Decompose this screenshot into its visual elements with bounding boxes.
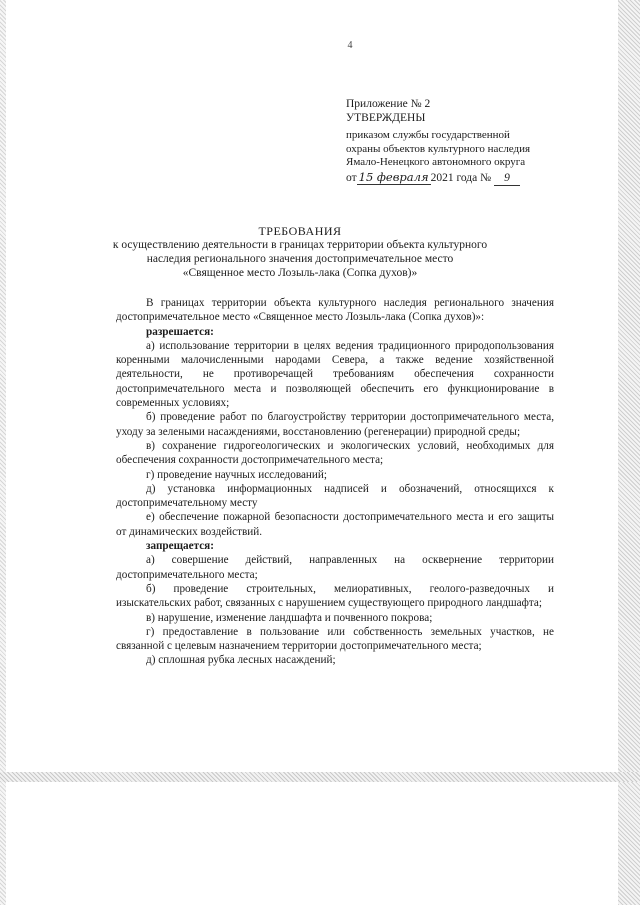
title-line: наследия регионального значения достопримечательное место (146, 253, 454, 265)
date-prefix: от (346, 171, 357, 184)
allowed-item: в) сохранение гидрогеологических и экологических условий, необходимых для обеспечения сохранности достопримечательного места; (116, 439, 554, 467)
allowed-item: б) проведение работ по благоустройству территории достопримечательного места, уходу за зелеными насаждениями, восстановлению (регенерации) природной среды; (116, 411, 554, 438)
allowed-item: а) использование территории в целях ведения традиционного природопользования коренными малочисленными народами Севера, а также ведение хозяйственной деятельности, не противоречащей требованиям обеспечения сохранности достопримечательного места и позволяющей обеспечить его функционирование в современных условиях; (116, 339, 554, 410)
order-date-line (346, 170, 566, 186)
title-line: к осуществлению деятельности в границах территории объекта культурного (112, 239, 488, 251)
allowed-item: д) установка информационных надписей и обозначений, относящихся к достопримечательному месту (116, 482, 554, 510)
title-line: «Священное место Лозыль-лака (Сопка духов)» (182, 267, 418, 279)
handwritten-number: 9 (494, 171, 520, 186)
forbidden-item: д) сплошная рубка лесных насаждений; (146, 654, 336, 667)
appendix-label: Приложение № 2 (346, 98, 431, 110)
document-body (116, 296, 554, 668)
handwritten-date: 15 февраля (358, 169, 429, 184)
date-suffix: 2021 года № (430, 171, 492, 184)
title-heading: ТРЕБОВАНИЯ (258, 224, 342, 238)
intro-paragraph: В границах территории объекта культурного наследия регионального значения достопримечательное место «Священное место Лозыль-лака (Сопка духов)»: (116, 297, 554, 324)
forbidden-item: б) проведение строительных, мелиоративных, геолого-разведочных и изыскательских работ, связанных с нарушением существующего природного ландшафта; (116, 582, 554, 610)
page-number: 4 (347, 40, 353, 51)
scan-border-left (0, 0, 6, 905)
order-line: охраны объектов культурного наследия (346, 142, 531, 155)
allowed-heading: разрешается: (146, 325, 214, 338)
forbidden-item: г) предоставление в пользование или собственность земельных участков, не связанной с целевым назначением территории достопримечательного места; (116, 625, 554, 653)
order-line: приказом службы государственной (346, 129, 510, 141)
order-line: Ямало-Ненецкого автономного округа (346, 156, 526, 168)
approval-block (346, 97, 566, 186)
forbidden-item: а) совершение действий, направленных на осквернение территории достопримечательного места; (116, 554, 554, 581)
scan-border-right (618, 0, 640, 905)
forbidden-item: в) нарушение, изменение ландшафта и почвенного покрова; (146, 611, 433, 624)
forbidden-heading: запрещается: (146, 540, 214, 553)
approved-label: УТВЕРЖДЕНЫ (346, 112, 426, 124)
allowed-item: г) проведение научных исследований; (146, 468, 327, 481)
scan-border-bottom (0, 772, 640, 782)
allowed-item: е) обеспечение пожарной безопасности достопримечательного места и его защиты от динамических воздействий. (116, 511, 554, 538)
document-title (80, 224, 520, 280)
